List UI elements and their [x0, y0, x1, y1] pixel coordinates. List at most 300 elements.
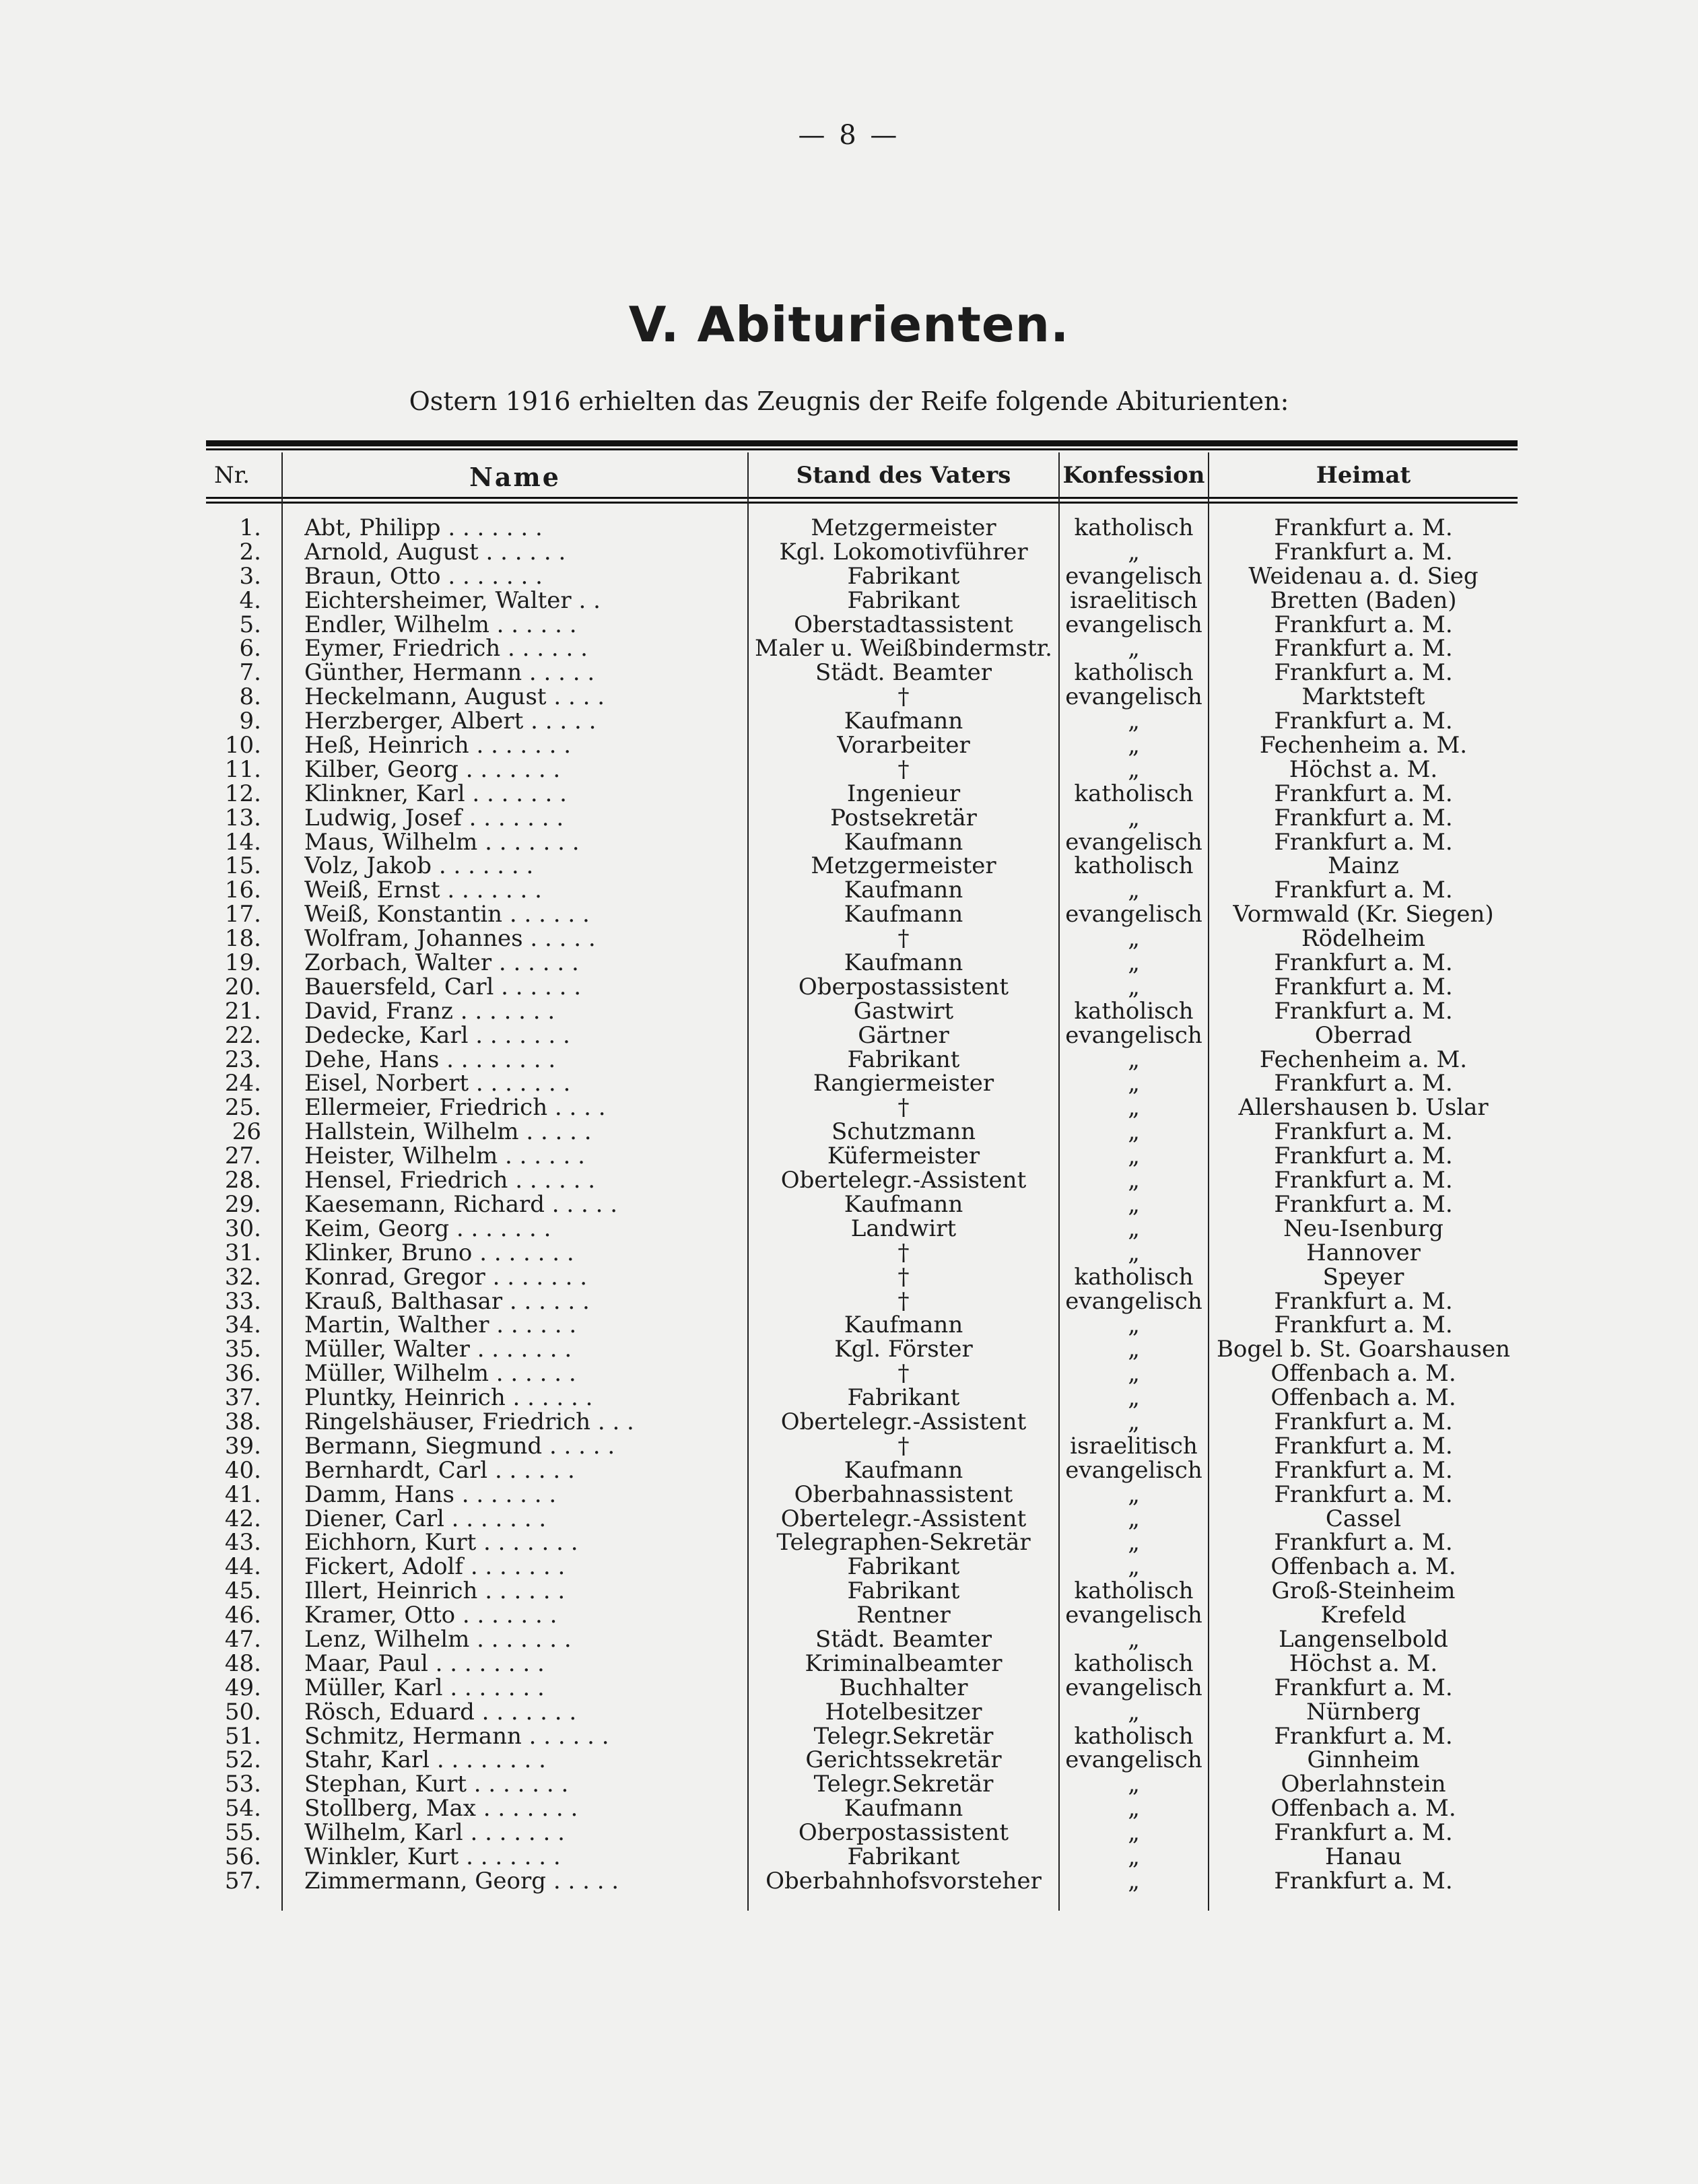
cell-nr: 4.: [239, 586, 261, 614]
cell-nr: 12.: [224, 780, 261, 807]
cell-konfession: „: [1128, 1771, 1140, 1798]
cell-heimat: Frankfurt a. M.: [1274, 828, 1453, 856]
cell-name: Ellermeier, Friedrich . . . .: [304, 1096, 606, 1121]
cell-stand: Kgl. Förster: [834, 1336, 973, 1363]
cell-stand: Kaufmann: [844, 901, 963, 928]
table-row: [0, 755, 1698, 783]
cell-name: Fickert, Adolf . . . . . . .: [304, 1555, 566, 1580]
cell-name: Eichhorn, Kurt . . . . . . .: [304, 1531, 578, 1556]
cell-stand: Telegr.Sekretär: [813, 1771, 994, 1798]
cell-konfession: israelitisch: [1070, 586, 1198, 614]
cell-konfession: „: [1128, 1142, 1140, 1170]
cell-stand: Kaufmann: [844, 1190, 963, 1218]
cell-name: Heister, Wilhelm . . . . . .: [304, 1145, 585, 1169]
cell-stand: Hotelbesitzer: [825, 1698, 982, 1726]
cell-nr: 20.: [224, 973, 261, 1000]
table-row: [0, 1821, 1698, 1845]
cell-stand: Fabrikant: [847, 562, 960, 590]
cell-nr: 52.: [224, 1746, 261, 1774]
cell-heimat: Fechenheim a. M.: [1259, 732, 1468, 759]
cell-stand: Landwirt: [850, 1215, 957, 1242]
cell-stand: Kaufmann: [844, 828, 963, 856]
cell-name: Krauß, Balthasar . . . . . .: [304, 1289, 590, 1314]
cell-name: Ringelshäuser, Friedrich . . .: [304, 1410, 634, 1435]
section-title: V. Abiturienten.: [628, 296, 1070, 353]
cell-nr: 11.: [224, 755, 261, 783]
cell-heimat: Frankfurt a. M.: [1274, 1674, 1453, 1701]
cell-stand: Kaufmann: [844, 1456, 963, 1484]
cell-name: Eisel, Norbert . . . . . . .: [304, 1072, 571, 1097]
cell-stand: Fabrikant: [847, 586, 960, 614]
cell-name: Eymer, Friedrich . . . . . .: [304, 637, 588, 662]
cell-nr: 43.: [224, 1529, 261, 1557]
cell-nr: 37.: [224, 1384, 261, 1412]
page-number: — 8 —: [798, 120, 900, 151]
table-row: [0, 828, 1698, 856]
table-row: [0, 1120, 1698, 1145]
cell-nr: 26: [232, 1118, 261, 1146]
cell-heimat: Frankfurt a. M.: [1274, 1118, 1453, 1146]
cell-heimat: Frankfurt a. M.: [1274, 1408, 1453, 1435]
cell-stand: Metzgermeister: [811, 852, 996, 880]
cell-konfession: „: [1128, 1215, 1140, 1242]
table-row: [0, 1362, 1698, 1386]
cell-nr: 5.: [239, 611, 261, 638]
table-row: [0, 1313, 1698, 1338]
cell-name: Stollberg, Max . . . . . . .: [304, 1797, 578, 1822]
table-row: [0, 586, 1698, 614]
cell-stand: Obertelegr.-Assistent: [780, 1167, 1027, 1194]
cell-heimat: Oberlahnstein: [1281, 1771, 1446, 1798]
cell-heimat: Frankfurt a. M.: [1274, 659, 1453, 687]
cell-nr: 36.: [224, 1360, 261, 1388]
cell-heimat: Frankfurt a. M.: [1274, 1867, 1453, 1895]
cell-name: Kramer, Otto . . . . . . .: [304, 1604, 557, 1628]
cell-name: Arnold, August . . . . . .: [304, 540, 566, 565]
cell-name: Bauersfeld, Carl . . . . . .: [304, 975, 582, 1000]
table-row: [0, 973, 1698, 1000]
cell-stand: Kaufmann: [844, 708, 963, 735]
cell-nr: 13.: [224, 804, 261, 831]
table-top-rule: [206, 440, 1518, 446]
table-row: [0, 1338, 1698, 1362]
cell-stand: Kaufmann: [844, 877, 963, 904]
table-row: [0, 1048, 1698, 1072]
table-row: [0, 1072, 1698, 1096]
cell-stand: †: [897, 1094, 910, 1122]
table-row: [0, 1263, 1698, 1291]
cell-stand: †: [897, 1360, 910, 1388]
table-row: [0, 1867, 1698, 1895]
header-stand: Stand des Vaters: [796, 462, 1011, 489]
header-nr: Nr.: [214, 462, 250, 489]
cell-stand: Vorarbeiter: [837, 732, 970, 759]
cell-name: Weiß, Ernst . . . . . . .: [304, 879, 542, 903]
cell-stand: Fabrikant: [847, 1384, 960, 1412]
cell-nr: 9.: [239, 708, 261, 735]
cell-heimat: Hannover: [1306, 1239, 1421, 1266]
cell-nr: 3.: [239, 562, 261, 590]
cell-konfession: „: [1128, 1505, 1140, 1532]
table-row: [0, 1021, 1698, 1049]
cell-heimat: Offenbach a. M.: [1270, 1795, 1456, 1822]
cell-konfession: katholisch: [1074, 1722, 1194, 1750]
cell-name: Wilhelm, Karl . . . . . . .: [304, 1821, 565, 1845]
cell-stand: Oberbahnhofsvorsteher: [766, 1867, 1042, 1895]
cell-konfession: „: [1128, 1190, 1140, 1218]
cell-heimat: Rödelheim: [1301, 925, 1425, 953]
cell-name: Zimmermann, Georg . . . . .: [304, 1869, 619, 1894]
cell-nr: 2.: [239, 538, 261, 566]
cell-heimat: Frankfurt a. M.: [1274, 1819, 1453, 1847]
cell-name: Müller, Walter . . . . . . .: [304, 1338, 572, 1363]
cell-heimat: Weidenau a. d. Sieg: [1248, 562, 1479, 590]
cell-heimat: Frankfurt a. M.: [1274, 708, 1453, 735]
table-row: [0, 1287, 1698, 1315]
cell-stand: Ingenieur: [846, 780, 961, 807]
cell-heimat: Frankfurt a. M.: [1274, 611, 1453, 638]
cell-stand: Küfermeister: [827, 1142, 980, 1170]
cell-heimat: Ginnheim: [1307, 1746, 1420, 1774]
cell-nr: 27.: [224, 1142, 261, 1170]
cell-stand: Metzgermeister: [811, 514, 996, 541]
cell-nr: 32.: [224, 1263, 261, 1291]
cell-name: Müller, Karl . . . . . . .: [304, 1676, 545, 1701]
cell-nr: 56.: [224, 1843, 261, 1870]
cell-konfession: „: [1128, 949, 1140, 977]
cell-name: Heckelmann, August . . . .: [304, 685, 605, 710]
cell-konfession: katholisch: [1074, 997, 1194, 1025]
cell-nr: 22.: [224, 1021, 261, 1049]
cell-nr: 6.: [239, 635, 261, 662]
cell-name: Konrad, Gregor . . . . . . .: [304, 1265, 588, 1290]
cell-name: Heß, Heinrich . . . . . . .: [304, 734, 572, 758]
cell-nr: 34.: [224, 1311, 261, 1339]
cell-stand: Oberbahnassistent: [794, 1480, 1013, 1508]
cell-konfession: „: [1128, 1360, 1140, 1388]
cell-heimat: Frankfurt a. M.: [1274, 804, 1453, 831]
cell-name: Bernhardt, Carl . . . . . .: [304, 1458, 575, 1483]
cell-name: Herzberger, Albert . . . . .: [304, 710, 597, 735]
cell-konfession: evangelisch: [1065, 1287, 1202, 1315]
cell-nr: 29.: [224, 1190, 261, 1218]
cell-heimat: Frankfurt a. M.: [1274, 538, 1453, 566]
table-row: [0, 1676, 1698, 1701]
cell-konfession: katholisch: [1074, 852, 1194, 880]
cell-nr: 35.: [224, 1336, 261, 1363]
cell-nr: 55.: [224, 1819, 261, 1847]
cell-stand: Postsekretär: [830, 804, 977, 831]
cell-nr: 31.: [224, 1239, 261, 1266]
cell-nr: 25.: [224, 1094, 261, 1122]
cell-name: Hallstein, Wilhelm . . . . .: [304, 1120, 592, 1145]
cell-konfession: katholisch: [1074, 1649, 1194, 1677]
cell-name: Kilber, Georg . . . . . . .: [304, 757, 561, 782]
cell-nr: 53.: [224, 1771, 261, 1798]
cell-stand: †: [897, 1263, 910, 1291]
table-row: [0, 854, 1698, 879]
cell-heimat: Offenbach a. M.: [1270, 1360, 1456, 1388]
cell-heimat: Bretten (Baden): [1270, 586, 1457, 614]
table-row: [0, 613, 1698, 638]
cell-konfession: „: [1128, 1336, 1140, 1363]
cell-nr: 51.: [224, 1722, 261, 1750]
cell-konfession: „: [1128, 1867, 1140, 1895]
cell-heimat: Speyer: [1322, 1263, 1404, 1291]
cell-konfession: „: [1128, 1118, 1140, 1146]
cell-heimat: Allershausen b. Uslar: [1238, 1094, 1489, 1122]
cell-stand: †: [897, 1239, 910, 1266]
cell-konfession: „: [1128, 635, 1140, 662]
cell-konfession: evangelisch: [1065, 1674, 1202, 1701]
table-row: [0, 1217, 1698, 1241]
cell-heimat: Neu-Isenburg: [1283, 1215, 1444, 1242]
cell-heimat: Groß-Steinheim: [1271, 1577, 1456, 1605]
cell-stand: Gärtner: [858, 1021, 949, 1049]
cell-stand: Fabrikant: [847, 1553, 960, 1581]
cell-nr: 57.: [224, 1867, 261, 1895]
cell-name: Stephan, Kurt . . . . . . .: [304, 1773, 569, 1798]
table-row: [0, 1507, 1698, 1532]
cell-stand: Gastwirt: [853, 997, 954, 1025]
cell-heimat: Frankfurt a. M.: [1274, 1167, 1453, 1194]
header-bottom-rule: [206, 497, 1518, 499]
table-row: [0, 1241, 1698, 1266]
cell-konfession: evangelisch: [1065, 1602, 1202, 1629]
cell-nr: 42.: [224, 1505, 261, 1532]
table-row: [0, 734, 1698, 758]
cell-name: Wolfram, Johannes . . . . .: [304, 927, 596, 952]
cell-konfession: evangelisch: [1065, 1021, 1202, 1049]
cell-konfession: evangelisch: [1065, 1456, 1202, 1484]
cell-konfession: „: [1128, 1094, 1140, 1122]
cell-stand: Schutzmann: [831, 1118, 976, 1146]
cell-konfession: evangelisch: [1065, 828, 1202, 856]
table-row: [0, 782, 1698, 807]
cell-name: Braun, Otto . . . . . . .: [304, 564, 543, 589]
table-row: [0, 1386, 1698, 1410]
cell-stand: Rentner: [856, 1602, 951, 1629]
cell-heimat: Frankfurt a. M.: [1274, 514, 1453, 541]
cell-stand: Oberpostassistent: [798, 973, 1009, 1000]
cell-nr: 41.: [224, 1480, 261, 1508]
cell-nr: 49.: [224, 1674, 261, 1701]
cell-nr: 17.: [224, 901, 261, 928]
cell-name: Illert, Heinrich . . . . . .: [304, 1579, 566, 1604]
table-row: [0, 1649, 1698, 1677]
cell-name: Diener, Carl . . . . . . .: [304, 1507, 547, 1532]
cell-konfession: „: [1128, 708, 1140, 735]
cell-name: Schmitz, Hermann . . . . . .: [304, 1724, 609, 1749]
cell-stand: †: [897, 1432, 910, 1460]
cell-konfession: „: [1128, 877, 1140, 904]
cell-konfession: „: [1128, 1239, 1140, 1266]
table-row: [0, 1579, 1698, 1604]
cell-nr: 39.: [224, 1432, 261, 1460]
table-row: [0, 1432, 1698, 1460]
cell-stand: Kaufmann: [844, 949, 963, 977]
cell-konfession: katholisch: [1074, 1263, 1194, 1291]
table-row: [0, 685, 1698, 710]
cell-nr: 14.: [224, 828, 261, 856]
cell-heimat: Langenselbold: [1279, 1625, 1448, 1653]
cell-heimat: Marktsteft: [1301, 683, 1425, 711]
cell-heimat: Frankfurt a. M.: [1274, 1287, 1453, 1315]
cell-nr: 54.: [224, 1795, 261, 1822]
table-row: [0, 997, 1698, 1025]
table-row: [0, 516, 1698, 541]
cell-name: Klinker, Bruno . . . . . . .: [304, 1241, 574, 1266]
cell-konfession: „: [1128, 1625, 1140, 1653]
cell-name: Ludwig, Josef . . . . . . .: [304, 806, 564, 831]
cell-nr: 23.: [224, 1046, 261, 1073]
cell-name: Martin, Walther . . . . . .: [304, 1313, 577, 1338]
table-row: [0, 1169, 1698, 1193]
cell-stand: Oberstadtassistent: [794, 611, 1013, 638]
header-name: Name: [469, 462, 561, 492]
cell-nr: 28.: [224, 1167, 261, 1194]
cell-konfession: israelitisch: [1070, 1432, 1198, 1460]
cell-stand: †: [897, 683, 910, 711]
cell-nr: 8.: [239, 683, 261, 711]
cell-nr: 46.: [224, 1602, 261, 1629]
cell-name: Rösch, Eduard . . . . . . .: [304, 1700, 577, 1725]
cell-stand: Fabrikant: [847, 1843, 960, 1870]
cell-stand: Fabrikant: [847, 1577, 960, 1605]
table-row: [0, 1797, 1698, 1821]
cell-nr: 33.: [224, 1287, 261, 1315]
cell-heimat: Frankfurt a. M.: [1274, 1311, 1453, 1339]
cell-name: Günther, Hermann . . . . .: [304, 661, 595, 686]
table-row: [0, 1096, 1698, 1120]
cell-heimat: Fechenheim a. M.: [1259, 1046, 1468, 1073]
cell-name: Endler, Wilhelm . . . . . .: [304, 613, 577, 638]
cell-heimat: Frankfurt a. M.: [1274, 1529, 1453, 1557]
cell-heimat: Frankfurt a. M.: [1274, 1432, 1453, 1460]
cell-name: Winkler, Kurt . . . . . . .: [304, 1845, 561, 1870]
table-row: [0, 1748, 1698, 1773]
header-konfession: Konfession: [1062, 462, 1205, 489]
cell-name: Müller, Wilhelm . . . . . .: [304, 1362, 576, 1387]
cell-stand: Fabrikant: [847, 1046, 960, 1073]
cell-konfession: „: [1128, 1384, 1140, 1412]
cell-stand: †: [897, 925, 910, 953]
cell-heimat: Frankfurt a. M.: [1274, 635, 1453, 662]
cell-konfession: „: [1128, 538, 1140, 566]
header-heimat: Heimat: [1316, 462, 1411, 489]
cell-nr: 10.: [224, 732, 261, 759]
cell-name: Dedecke, Karl . . . . . . .: [304, 1023, 570, 1048]
table-row: [0, 1625, 1698, 1653]
cell-name: Kaesemann, Richard . . . . .: [304, 1192, 618, 1217]
cell-name: Damm, Hans . . . . . . .: [304, 1482, 557, 1507]
table-row: [0, 927, 1698, 951]
cell-heimat: Frankfurt a. M.: [1274, 1190, 1453, 1218]
cell-konfession: „: [1128, 732, 1140, 759]
table-row: [0, 710, 1698, 734]
cell-nr: 30.: [224, 1215, 261, 1242]
cell-stand: †: [897, 1287, 910, 1315]
cell-konfession: „: [1128, 1480, 1140, 1508]
table-row: [0, 1698, 1698, 1726]
cell-heimat: Hanau: [1325, 1843, 1402, 1870]
cell-konfession: „: [1128, 1408, 1140, 1435]
table-row: [0, 1410, 1698, 1435]
cell-name: Maus, Wilhelm . . . . . . .: [304, 830, 580, 855]
cell-stand: Maler u. Weißbindermstr.: [755, 635, 1052, 662]
cell-konfession: „: [1128, 1070, 1140, 1097]
cell-konfession: evangelisch: [1065, 901, 1202, 928]
cell-name: Weiß, Konstantin . . . . . .: [304, 903, 590, 928]
cell-stand: Kgl. Lokomotivführer: [779, 538, 1028, 566]
cell-stand: Gerichtssekretär: [805, 1746, 1002, 1774]
cell-stand: Städt. Beamter: [815, 1625, 992, 1653]
cell-konfession: evangelisch: [1065, 1746, 1202, 1774]
cell-heimat: Bogel b. St. Goarshausen: [1216, 1336, 1511, 1363]
cell-heimat: Höchst a. M.: [1289, 1649, 1438, 1677]
table-row: [0, 903, 1698, 927]
cell-stand: Kriminalbeamter: [805, 1649, 1003, 1677]
cell-nr: 48.: [224, 1649, 261, 1677]
cell-heimat: Frankfurt a. M.: [1274, 1722, 1453, 1750]
cell-konfession: „: [1128, 1698, 1140, 1726]
cell-konfession: evangelisch: [1065, 562, 1202, 590]
cell-heimat: Offenbach a. M.: [1270, 1553, 1456, 1581]
cell-konfession: „: [1128, 973, 1140, 1000]
table-row: [0, 1555, 1698, 1579]
table-row: [0, 1142, 1698, 1170]
cell-name: Zorbach, Walter . . . . . .: [304, 951, 579, 976]
abiturienten-table: [0, 516, 1698, 1894]
cell-stand: Städt. Beamter: [815, 659, 992, 687]
table-row: [0, 1531, 1698, 1555]
cell-heimat: Frankfurt a. M.: [1274, 1456, 1453, 1484]
cell-heimat: Frankfurt a. M.: [1274, 1480, 1453, 1508]
cell-heimat: Frankfurt a. M.: [1274, 949, 1453, 977]
cell-konfession: „: [1128, 925, 1140, 953]
cell-heimat: Mainz: [1328, 852, 1399, 880]
cell-name: Maar, Paul . . . . . . . .: [304, 1651, 545, 1676]
table-row: [0, 804, 1698, 831]
table-row: [0, 951, 1698, 976]
cell-stand: Buchhalter: [839, 1674, 968, 1701]
header-bottom-rule-2: [206, 502, 1518, 504]
cell-konfession: „: [1128, 1311, 1140, 1339]
table-row: [0, 661, 1698, 685]
cell-stand: Kaufmann: [844, 1311, 963, 1339]
cell-name: Pluntky, Heinrich . . . . . .: [304, 1386, 593, 1410]
cell-konfession: evangelisch: [1065, 611, 1202, 638]
cell-nr: 1.: [239, 514, 261, 541]
cell-nr: 38.: [224, 1408, 261, 1435]
cell-nr: 24.: [224, 1070, 261, 1097]
cell-nr: 15.: [224, 852, 261, 880]
cell-konfession: katholisch: [1074, 1577, 1194, 1605]
cell-heimat: Frankfurt a. M.: [1274, 780, 1453, 807]
cell-heimat: Nürnberg: [1306, 1698, 1421, 1726]
table-row: [0, 1845, 1698, 1870]
cell-name: Keim, Georg . . . . . . .: [304, 1217, 551, 1241]
cell-heimat: Cassel: [1325, 1505, 1402, 1532]
table-row: [0, 1480, 1698, 1508]
cell-stand: Obertelegr.-Assistent: [780, 1408, 1027, 1435]
cell-konfession: katholisch: [1074, 514, 1194, 541]
cell-konfession: „: [1128, 804, 1140, 831]
table-row: [0, 562, 1698, 590]
cell-name: Eichtersheimer, Walter . .: [304, 588, 601, 613]
cell-konfession: „: [1128, 755, 1140, 783]
table-row: [0, 879, 1698, 903]
